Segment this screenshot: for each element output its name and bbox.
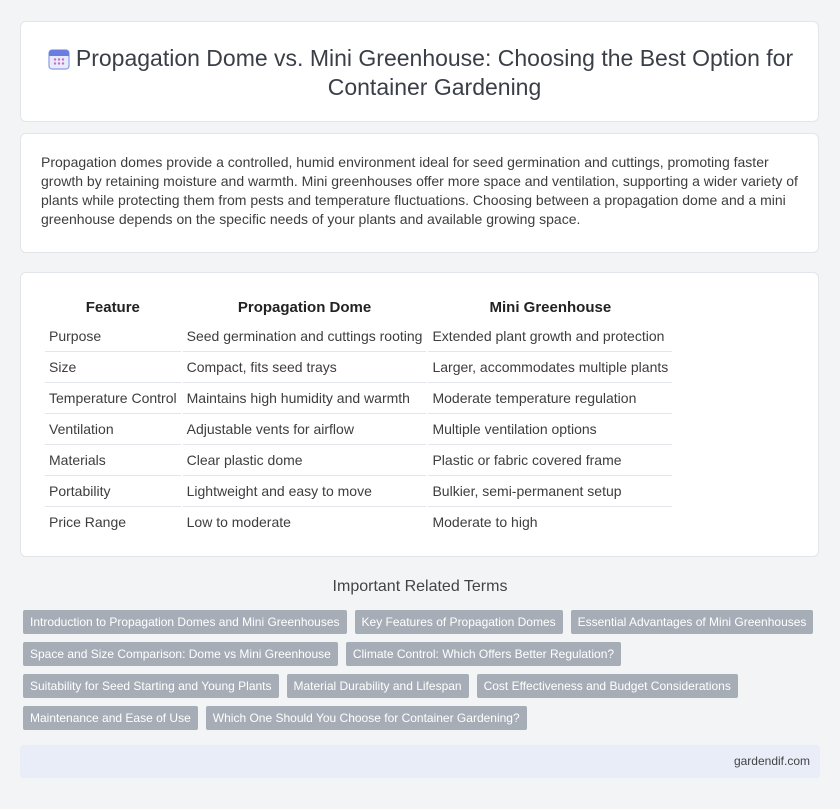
column-header: Propagation Dome — [237, 298, 372, 316]
related-term-tag[interactable]: Introduction to Propagation Domes and Mini Greenhouses — [23, 610, 347, 634]
related-term-tag[interactable]: Suitability for Seed Starting and Young Plants — [23, 674, 279, 698]
table-cell: Moderate to high — [432, 514, 538, 530]
table-row — [45, 383, 672, 414]
related-terms-tags — [23, 610, 823, 738]
related-term-tag[interactable]: Which One Should You Choose for Container Gardening? — [206, 706, 527, 730]
table-cell: Portability — [45, 476, 181, 507]
related-term-tag[interactable]: Climate Control: Which Offers Better Regulation? — [346, 642, 621, 666]
table-header-row — [45, 295, 672, 321]
table-cell: Compact, fits seed trays — [183, 352, 427, 383]
table-cell: Extended plant growth and protection — [428, 321, 672, 352]
column-header: Feature — [85, 298, 140, 316]
page-title: Propagation Dome vs. Mini Greenhouse: Choosing the Best Option for Container Gardening — [75, 45, 794, 100]
header-card — [20, 21, 819, 122]
table-cell: Size — [45, 352, 181, 383]
table-cell: Low to moderate — [186, 514, 291, 530]
comparison-table — [43, 295, 674, 537]
related-term-tag[interactable]: Space and Size Comparison: Dome vs Mini Greenhouse — [23, 642, 338, 666]
table-cell: Materials — [45, 445, 181, 476]
column-header: Mini Greenhouse — [489, 298, 612, 316]
table-cell: Adjustable vents for airflow — [183, 414, 427, 445]
table-cell: Bulkier, semi-permanent setup — [428, 476, 672, 507]
table-row — [45, 476, 672, 507]
comparison-card — [20, 272, 819, 557]
related-term-tag[interactable]: Key Features of Propagation Domes — [355, 610, 563, 634]
table-row — [45, 352, 672, 383]
table-row — [45, 507, 672, 537]
intro-paragraph: Propagation domes provide a controlled, humid environment ideal for seed germination and cuttings, promoting faster growth by retaining moisture and warmth. Mini greenhouses offer more space and ventilation, supporting a wider variety of plants while protecting them from pests and temperature fluctuations. Choosing between a propagation dome and a mini greenhouse depends on the specific needs of your plants and available growing space. — [41, 154, 798, 227]
tag-row — [23, 706, 823, 730]
table-cell: Plastic or fabric covered frame — [428, 445, 672, 476]
table-row — [45, 445, 672, 476]
related-term-tag[interactable]: Cost Effectiveness and Budget Considerations — [477, 674, 738, 698]
tag-row — [23, 610, 823, 634]
related-terms-title: Important Related Terms — [332, 578, 508, 595]
table-cell: Price Range — [49, 514, 127, 530]
tag-row — [23, 642, 823, 666]
related-term-tag[interactable]: Maintenance and Ease of Use — [23, 706, 198, 730]
related-term-tag[interactable]: Essential Advantages of Mini Greenhouses — [571, 610, 814, 634]
table-row — [45, 321, 672, 352]
table-cell: Clear plastic dome — [183, 445, 427, 476]
table-row — [45, 414, 672, 445]
table-cell: Seed germination and cuttings rooting — [183, 321, 427, 352]
related-term-tag[interactable]: Material Durability and Lifespan — [287, 674, 469, 698]
table-cell: Multiple ventilation options — [428, 414, 672, 445]
intro-card — [20, 133, 819, 253]
table-cell: Larger, accommodates multiple plants — [428, 352, 672, 383]
table-cell: Purpose — [45, 321, 181, 352]
table-cell: Ventilation — [45, 414, 181, 445]
footer-site-link[interactable]: gardendif.com — [733, 754, 810, 768]
table-cell: Temperature Control — [45, 383, 181, 414]
footer-bar — [20, 745, 820, 778]
table-cell: Moderate temperature regulation — [428, 383, 672, 414]
tag-row — [23, 674, 823, 698]
table-cell: Lightweight and easy to move — [183, 476, 427, 507]
table-cell: Maintains high humidity and warmth — [183, 383, 427, 414]
